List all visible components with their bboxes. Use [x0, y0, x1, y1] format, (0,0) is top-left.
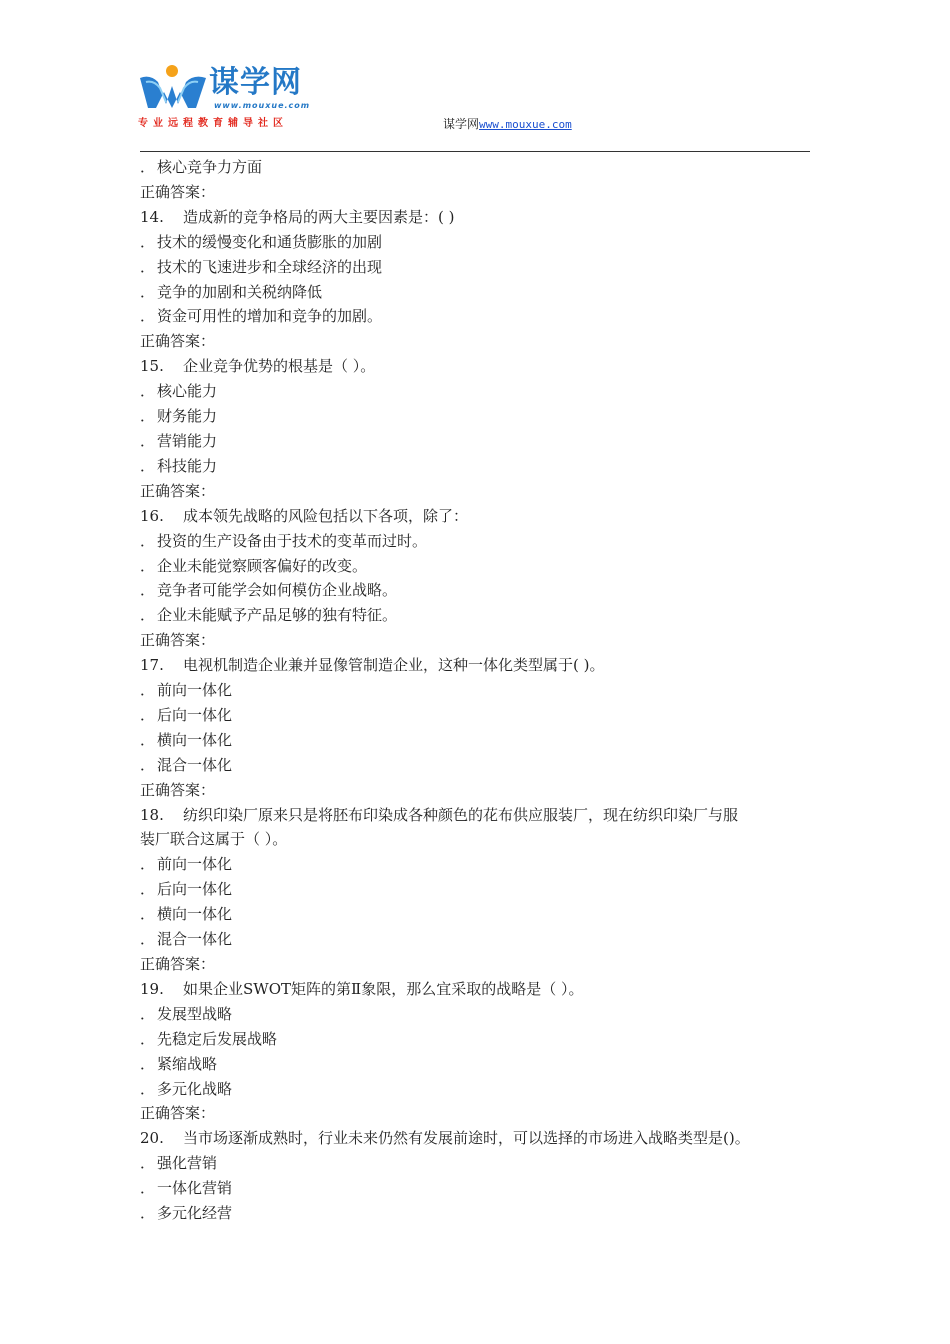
header-divider	[140, 151, 810, 152]
option-item: ． 后向一体化	[140, 877, 812, 902]
option-item: ． 混合一体化	[140, 753, 812, 778]
question-text: 电视机制造企业兼并显像管制造企业，这种一体化类型属于( )。	[183, 656, 605, 675]
document-body	[140, 155, 812, 1226]
question-line	[140, 653, 812, 678]
question-number: 14.	[140, 207, 164, 226]
option-item: ． 核心竞争力方面	[140, 155, 812, 180]
answer-label: 正确答案：	[140, 1104, 216, 1123]
question-line	[140, 354, 812, 379]
answer-label: 正确答案：	[140, 631, 216, 650]
site-logo[interactable]	[136, 64, 336, 134]
question-line	[140, 1126, 812, 1151]
logo-url: www.mouxue.com	[214, 101, 311, 110]
question-block	[140, 1126, 812, 1226]
option-item: ． 横向一体化	[140, 902, 812, 927]
option-item: ． 科技能力	[140, 454, 812, 479]
option-item: ． 多元化经营	[140, 1201, 812, 1226]
question-number: 20.	[140, 1129, 164, 1148]
option-item: ． 核心能力	[140, 379, 812, 404]
page-header	[0, 0, 950, 160]
question-block	[140, 803, 812, 977]
option-item: ． 前向一体化	[140, 852, 812, 877]
question-text: 当市场逐渐成熟时，行业未来仍然有发展前途时，可以选择的市场进入战略类型是()。	[183, 1129, 750, 1148]
option-item: ． 竞争者可能学会如何模仿企业战略。	[140, 578, 812, 603]
option-item: ． 资金可用性的增加和竞争的加剧。	[140, 304, 812, 329]
question-line	[140, 205, 812, 230]
answer-label: 正确答案：	[140, 780, 216, 799]
question-line	[140, 803, 812, 828]
question-block	[140, 354, 812, 503]
option-item: ． 企业未能觉察顾客偏好的改变。	[140, 554, 812, 579]
question-block	[140, 977, 812, 1126]
option-item: ． 前向一体化	[140, 678, 812, 703]
question-text: 造成新的竞争格局的两大主要因素是：( )	[183, 207, 455, 226]
answer-label: 正确答案：	[140, 332, 216, 351]
question-number: 15.	[140, 357, 164, 376]
question-number: 16.	[140, 506, 164, 525]
question-block	[140, 653, 812, 802]
option-item: ． 混合一体化	[140, 927, 812, 952]
question-text: 如果企业SWOT矩阵的第Ⅱ象限，那么宜采取的战略是（ ）。	[183, 979, 584, 998]
option-item: ． 发展型战略	[140, 1002, 812, 1027]
option-item: ． 技术的飞速进步和全球经济的出现	[140, 255, 812, 280]
answer-label: 正确答案：	[140, 955, 216, 973]
question-block	[140, 504, 812, 653]
site-link[interactable]: www.mouxue.com	[479, 118, 572, 131]
option-item: ． 财务能力	[140, 404, 812, 429]
question-line	[140, 504, 812, 529]
question-block	[140, 205, 812, 354]
logo-text: 谋学网	[209, 65, 302, 100]
option-item: ． 先稳定后发展战略	[140, 1027, 812, 1052]
question-text: 纺织印染厂原来只是将胚布印染成各种颜色的花布供应服装厂，现在纺织印染厂与服	[183, 805, 739, 824]
option-item: ． 企业未能赋予产品足够的独有特征。	[140, 603, 812, 628]
question-text: 成本领先战略的风险包括以下各项，除了：	[183, 506, 469, 525]
option-item: ． 多元化战略	[140, 1077, 812, 1102]
question-number: 18.	[140, 805, 164, 824]
option-item: ． 横向一体化	[140, 728, 812, 753]
question-text: 企业竞争优势的根基是（ ）。	[183, 357, 376, 376]
option-item: ． 一体化营销	[140, 1176, 812, 1201]
logo-slogan: 专业远程教育辅导社区	[138, 118, 288, 129]
site-reference	[443, 115, 572, 132]
answer-label: 正确答案：	[140, 182, 216, 201]
option-item: ． 技术的缓慢变化和通货膨胀的加剧	[140, 230, 812, 255]
site-label: 谋学网	[443, 117, 480, 131]
logo-book-icon	[136, 64, 214, 112]
option-item: ． 投资的生产设备由于技术的变革而过时。	[140, 529, 812, 554]
question-text-continued: 装厂联合这属于（ ）。	[140, 830, 288, 849]
option-item: ． 紧缩战略	[140, 1052, 812, 1077]
option-item: ． 竞争的加剧和关税纳降低	[140, 280, 812, 305]
question-line	[140, 977, 812, 1002]
question-number: 19.	[140, 979, 164, 998]
question-number: 17.	[140, 656, 164, 675]
answer-label: 正确答案：	[140, 481, 216, 500]
option-item: ． 强化营销	[140, 1151, 812, 1176]
option-item: ． 后向一体化	[140, 703, 812, 728]
option-item: ． 营销能力	[140, 429, 812, 454]
